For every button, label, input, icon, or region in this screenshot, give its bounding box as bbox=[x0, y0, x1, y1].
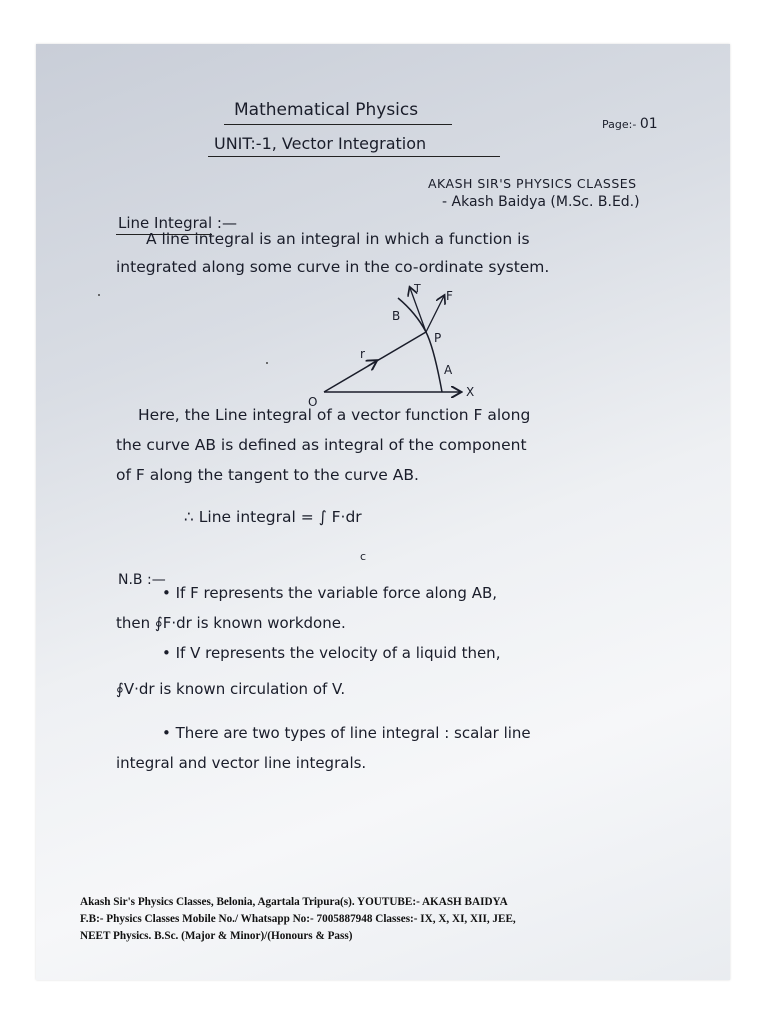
intro-line-1: A line integral is an integral in which a function is bbox=[146, 230, 530, 248]
author-name: - Akash Baidya (M.Sc. B.Ed.) bbox=[442, 194, 640, 210]
page-footer bbox=[80, 894, 700, 945]
label-r: r bbox=[360, 347, 365, 361]
unit-underline bbox=[208, 156, 500, 157]
curve-bp bbox=[398, 298, 426, 332]
definition-line-2: the curve AB is defined as integral of the component bbox=[116, 436, 527, 454]
page-label: Page:- bbox=[602, 118, 637, 131]
title-underline bbox=[224, 124, 452, 125]
label-f: F bbox=[446, 289, 453, 303]
note-1-line-2: then ∮F·dr is known workdone. bbox=[116, 614, 346, 632]
page-title: Mathematical Physics bbox=[234, 100, 419, 120]
notes-heading: N.B :— bbox=[118, 572, 166, 588]
note-1-line-1: • If F represents the variable force along AB, bbox=[162, 584, 498, 602]
section-heading: Line Integral :— bbox=[118, 214, 237, 232]
note-2-line-1: • If V represents the velocity of a liquid then, bbox=[162, 644, 501, 662]
line-integral-figure bbox=[296, 278, 526, 408]
definition-line-3: of F along the tangent to the curve AB. bbox=[116, 466, 419, 484]
notes-page bbox=[36, 44, 730, 980]
stray-dot bbox=[98, 294, 100, 296]
note-3-line-2: integral and vector line integrals. bbox=[116, 754, 367, 772]
label-t: T bbox=[414, 282, 421, 295]
force-vector bbox=[426, 296, 444, 332]
definition-line-1: Here, the Line integral of a vector function F along bbox=[138, 406, 531, 424]
classes-name: AKASH SIR'S PHYSICS CLASSES bbox=[428, 176, 637, 191]
line-integral-formula: ∴ Line integral = ∫ F·dr bbox=[184, 508, 362, 526]
stray-dot bbox=[266, 362, 268, 364]
formula-subscript: c bbox=[360, 550, 367, 563]
footer-line-3: NEET Physics. B.Sc. (Major & Minor)/(Honours & Pass) bbox=[80, 930, 353, 942]
intro-line-2: integrated along some curve in the co-ordinate system. bbox=[116, 258, 550, 276]
page-number bbox=[602, 116, 658, 132]
note-2-line-2: ∮V·dr is known circulation of V. bbox=[116, 680, 346, 698]
unit-title: UNIT:-1, Vector Integration bbox=[214, 134, 427, 153]
footer-line-1: Akash Sir's Physics Classes, Belonia, Agartala Tripura(s). YOUTUBE:- AKASH BAIDYA bbox=[80, 896, 508, 908]
note-3-line-1: • There are two types of line integral : scalar line bbox=[162, 724, 531, 742]
footer-line-2: F.B:- Physics Classes Mobile No./ Whatsapp No:- 7005887948 Classes:- IX, X, XI, XII, JEE, bbox=[80, 913, 516, 925]
label-x: X bbox=[466, 385, 475, 399]
label-p: P bbox=[434, 331, 442, 345]
label-b: B bbox=[392, 309, 401, 323]
page-number-value: 01 bbox=[639, 116, 658, 132]
label-o: O bbox=[308, 395, 318, 408]
label-a: A bbox=[444, 363, 453, 377]
